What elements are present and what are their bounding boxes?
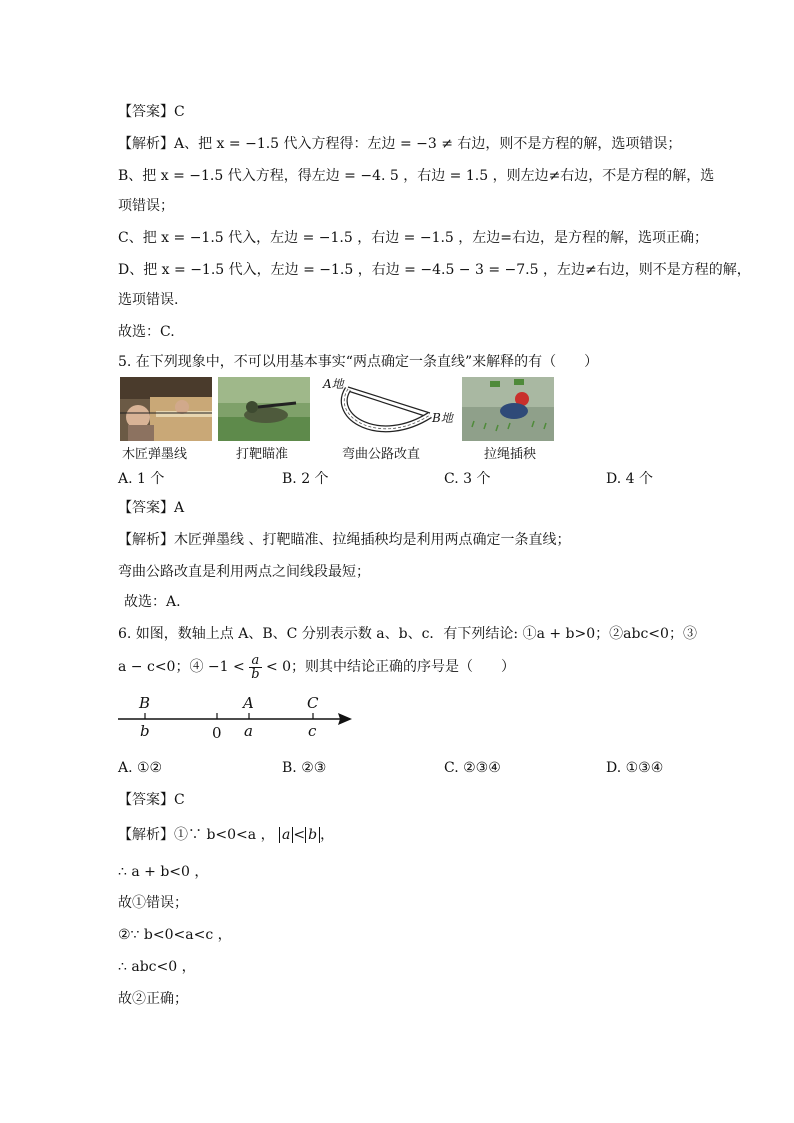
caption-target: 打靶瞄准 (236, 447, 289, 462)
q6-question-line2 (118, 652, 515, 682)
arrow-right-icon (338, 713, 352, 725)
q5-option-c: C. 3 个 (444, 471, 491, 487)
q6-analysis-line3: 故①错误； (118, 895, 188, 911)
number-line-svg (118, 694, 358, 744)
abs-value-b: b (305, 827, 320, 843)
q6-question-part-a: a − c<0；④ −1 < (118, 659, 245, 675)
q5-option-a: A. 1 个 (118, 471, 165, 487)
q5-option-b: B. 2 个 (282, 471, 329, 487)
q6-option-b: B. ②③ (282, 760, 327, 776)
target-photo (218, 377, 310, 441)
point-label-a-upper: A (243, 694, 254, 712)
q4-analysis-c: C、把 x = −1.5 代入，左边 = −1.5 ，右边 = −1.5 ，左边=右边，是方程的解，选项正确； (118, 230, 709, 246)
q6-analysis-part-b: ， (320, 827, 335, 843)
fraction-numerator: a (249, 654, 261, 668)
q6-analysis-line4: ②∵ b<0<a<c ， (118, 927, 232, 943)
q4-analysis-d-line2: 选项错误. (118, 292, 179, 308)
q5-option-d: D. 4 个 (606, 471, 653, 487)
q5-analysis-line1: 【解析】木匠弹墨线 、打靶瞄准、拉绳插秧均是利用两点确定一条直线； (118, 532, 571, 548)
q6-option-d: D. ①③④ (606, 760, 664, 776)
abs-value-a: a (279, 827, 293, 843)
q4-conclusion: 故选：C. (118, 324, 175, 340)
point-label-c-upper: C (307, 694, 319, 712)
q4-answer: 【答案】C (118, 104, 185, 120)
q6-analysis-part-a: 【解析】①∵ b<0<a ， (118, 827, 275, 843)
carpenter-photo (120, 377, 212, 441)
q6-answer: 【答案】C (118, 792, 185, 808)
caption-road: 弯曲公路改直 (342, 447, 421, 462)
road-label-b: B地 (432, 411, 453, 425)
q5-analysis-line2: 弯曲公路改直是利用两点之间线段最短； (118, 564, 370, 580)
q6-analysis-line2: ∴ a + b<0 ， (118, 864, 209, 880)
q5-conclusion: 故选：A. (124, 594, 181, 610)
point-label-zero: 0 (212, 724, 222, 742)
rice-photo (462, 377, 554, 441)
q4-analysis-d-line1: D、把 x = −1.5 代入，左边 = −1.5 ，右边 = −4.5 − 3 = −7.5 ，左边≠右边，则不是方程的解， (118, 262, 751, 278)
q6-analysis-line1 (118, 825, 334, 845)
abs-lt: < (293, 827, 306, 843)
q4-analysis-b-line2: 项错误； (118, 198, 174, 214)
q6-analysis-line6: 故②正确； (118, 991, 188, 1007)
q6-question-part-b: < 0；则其中结论正确的序号是（ ） (265, 659, 516, 675)
q6-option-c: C. ②③④ (444, 760, 501, 776)
road-label-a: A地 (323, 377, 344, 391)
fraction-a-over-b (249, 654, 261, 681)
q6-option-a: A. ①② (118, 760, 163, 776)
point-label-c-lower: c (308, 722, 317, 740)
point-label-b-upper: B (139, 694, 151, 712)
point-label-b-lower: b (140, 722, 150, 740)
q6-question-line1: 6. 如图，数轴上点 A、B、C 分别表示数 a、b、c．有下列结论: ①a + b>0；②abc<0；③ (118, 626, 697, 642)
q4-analysis-b-line1: B、把 x = −1.5 代入方程，得左边 = −4. 5 ，右边 = 1.5 ，则左边≠右边，不是方程的解，选 (118, 168, 715, 184)
caption-rice: 拉绳插秧 (484, 447, 537, 462)
q5-answer: 【答案】A (118, 500, 185, 516)
point-label-a-lower: a (244, 722, 253, 740)
caption-carpenter: 木匠弹墨线 (122, 447, 188, 462)
q5-question: 5. 在下列现象中，不可以用基本事实“两点确定一条直线”来解释的有（ ） (118, 354, 599, 370)
number-line-figure (118, 694, 358, 744)
q6-analysis-line5: ∴ abc<0 ， (118, 959, 196, 975)
fraction-denominator: b (251, 666, 260, 682)
q4-analysis-a: 【解析】A、把 x = −1.5 代入方程得：左边 = −3 ≠ 右边，则不是方程的解，选项错误； (118, 136, 682, 152)
